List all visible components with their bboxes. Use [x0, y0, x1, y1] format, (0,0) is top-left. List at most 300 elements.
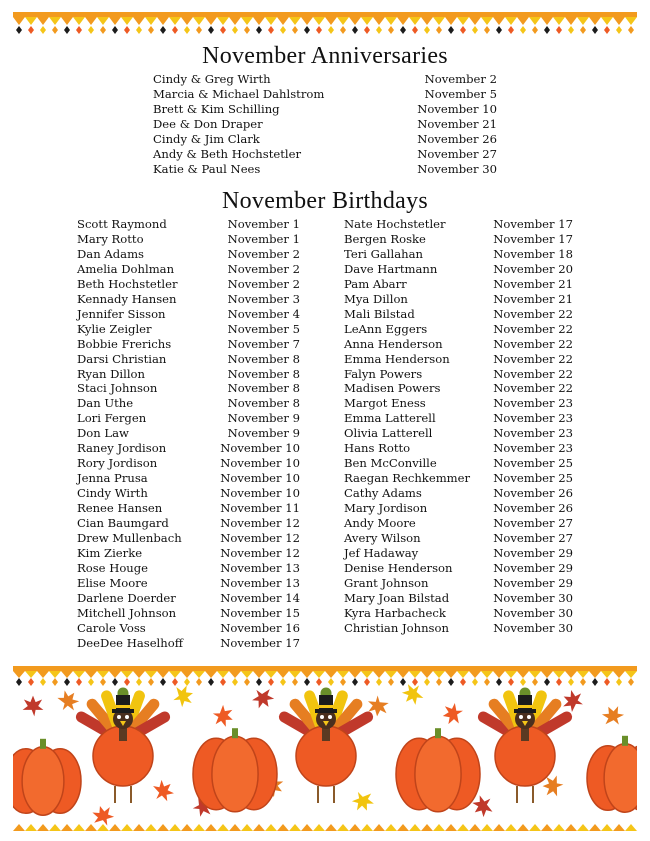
banner-diamond	[496, 26, 502, 34]
banner-diamond	[220, 26, 226, 34]
banner-triangle	[109, 17, 121, 25]
banner-diamond	[616, 26, 622, 34]
banner-triangle	[529, 17, 541, 25]
footer-bottom-triangle	[553, 824, 565, 831]
banner-triangle	[229, 17, 241, 25]
date-label: November 17	[493, 217, 573, 231]
footer-bottom-triangle	[601, 824, 613, 831]
footer-bottom-triangle	[421, 824, 433, 831]
banner-triangle	[157, 17, 169, 25]
banner-diamond	[304, 26, 310, 34]
footer-bottom-triangle	[445, 824, 457, 831]
list-item	[153, 102, 497, 117]
date-label: November 22	[493, 336, 573, 351]
footer-diamond	[388, 678, 394, 686]
banner-diamond	[412, 26, 418, 34]
banner-triangle	[301, 17, 313, 25]
banner-triangle	[565, 17, 577, 25]
footer-bottom-triangle	[517, 824, 529, 831]
banner-diamond	[532, 26, 538, 34]
banner-triangle	[121, 17, 133, 25]
footer-diamond	[532, 678, 538, 686]
footer-triangle	[601, 671, 613, 678]
list-item	[344, 396, 573, 411]
person-name: Hans Rotto	[344, 441, 411, 456]
footer-bottom-triangle	[73, 824, 85, 831]
person-name: Drew Mullenbach	[77, 530, 182, 545]
banner-diamond	[340, 26, 346, 34]
date-label: November 25	[493, 471, 573, 486]
person-name: Dave Hartmann	[344, 261, 438, 276]
person-name: Teri Gallahan	[344, 246, 423, 261]
person-name: Cindy Wirth	[77, 486, 148, 501]
date-label: November 10	[220, 441, 300, 456]
footer-diamond	[352, 678, 358, 686]
date-label: November 10	[220, 486, 300, 501]
banner-triangle	[217, 17, 229, 25]
footer-triangle	[205, 671, 217, 678]
footer-bottom-triangle	[181, 824, 193, 831]
banner-diamond	[280, 26, 286, 34]
date-label: November 30	[417, 161, 497, 176]
footer-diamond	[508, 678, 514, 686]
list-item	[77, 352, 300, 367]
footer-triangle	[145, 671, 157, 678]
footer-triangle	[97, 671, 109, 678]
list-item	[344, 456, 573, 471]
date-label: November 22	[493, 321, 573, 336]
list-item	[344, 471, 573, 486]
list-item	[77, 456, 300, 471]
person-name: Darlene Doerder	[77, 590, 176, 605]
banner-triangle	[613, 17, 625, 25]
list-item	[77, 561, 300, 576]
banner-triangle	[181, 17, 193, 25]
person-name: Nate Hochstetler	[344, 217, 446, 231]
footer-diamond	[268, 678, 274, 686]
banner-diamond	[184, 26, 190, 34]
date-label: November 26	[493, 501, 573, 516]
footer-diamond	[472, 678, 478, 686]
footer-diamond	[292, 678, 298, 686]
banner-diamond	[556, 26, 562, 34]
date-label: November 12	[220, 530, 300, 545]
list-item	[153, 147, 497, 162]
footer-triangle	[613, 671, 625, 678]
date-label: November 21	[417, 116, 497, 131]
person-name: Elise Moore	[77, 575, 148, 590]
footer-triangle	[625, 671, 637, 678]
date-label: November 2	[227, 261, 300, 276]
list-item	[77, 516, 300, 531]
footer-triangle	[49, 671, 61, 678]
date-label: November 21	[493, 291, 573, 306]
thanksgiving-footer-illustration	[13, 666, 637, 831]
footer-diamond	[412, 678, 418, 686]
footer-triangle	[409, 671, 421, 678]
date-label: November 9	[227, 426, 300, 441]
date-label: November 3	[227, 291, 300, 306]
leaf-icon	[53, 686, 82, 715]
footer-triangle	[25, 671, 37, 678]
footer-diamond	[436, 678, 442, 686]
person-name: Kyra Harbacheck	[344, 605, 446, 620]
turkey-icon	[284, 693, 367, 803]
banner-triangle	[373, 17, 385, 25]
date-label: November 30	[493, 605, 573, 620]
footer-diamond	[256, 678, 262, 686]
person-name: Cindy & Greg Wirth	[153, 72, 271, 86]
banner-triangle	[625, 17, 637, 25]
date-label: November 7	[227, 336, 300, 351]
footer-diamond	[496, 678, 502, 686]
birthdays-title: November Birthdays	[221, 188, 429, 214]
date-label: November 8	[227, 366, 300, 381]
date-label: November 17	[493, 231, 573, 246]
banner-triangle	[469, 17, 481, 25]
list-item	[77, 636, 300, 651]
banner-diamond	[100, 26, 106, 34]
footer-bottom-triangle	[229, 824, 241, 831]
banner-diamond	[268, 26, 274, 34]
leaf-icon	[148, 776, 177, 805]
list-item	[344, 381, 573, 396]
banner-triangle	[253, 17, 265, 25]
banner-triangle	[265, 17, 277, 25]
footer-bottom-triangle	[241, 824, 253, 831]
date-label: November 8	[227, 381, 300, 396]
person-name: Raney Jordison	[77, 441, 167, 456]
banner-triangle	[505, 17, 517, 25]
footer-diamond	[16, 678, 22, 686]
footer-bottom-triangle	[589, 824, 601, 831]
footer-diamond	[400, 678, 406, 686]
banner-diamond	[628, 26, 634, 34]
footer-triangle	[61, 671, 73, 678]
footer-bottom-triangle	[61, 824, 73, 831]
list-item	[344, 367, 573, 382]
person-name: Bobbie Frerichs	[77, 336, 172, 351]
footer-diamond	[580, 678, 586, 686]
person-name: Katie & Paul Nees	[153, 161, 261, 176]
person-name: Marcia & Michael Dahlstrom	[153, 86, 325, 101]
leaf-icon	[599, 702, 627, 730]
person-name: Amelia Dohlman	[77, 261, 175, 276]
date-label: November 10	[220, 456, 300, 471]
banner-triangle	[409, 17, 421, 25]
list-item	[77, 471, 300, 486]
footer-triangle	[589, 671, 601, 678]
leaf-icon	[23, 696, 44, 717]
list-item	[77, 591, 300, 606]
banner-diamond	[580, 26, 586, 34]
date-label: November 25	[493, 456, 573, 471]
footer-triangle	[433, 671, 445, 678]
person-name: Jennifer Sisson	[77, 306, 166, 321]
person-name: Beth Hochstetler	[77, 276, 178, 291]
list-item	[77, 606, 300, 621]
banner-triangle	[25, 17, 37, 25]
footer-diamond	[28, 678, 34, 686]
pumpkin-icon	[13, 739, 81, 815]
banner-triangle	[541, 17, 553, 25]
date-label: November 10	[220, 471, 300, 486]
banner-diamond	[244, 26, 250, 34]
list-item	[344, 426, 573, 441]
person-name: Don Law	[77, 426, 129, 441]
footer-triangle	[529, 671, 541, 678]
banner-triangle	[553, 17, 565, 25]
list-item	[77, 337, 300, 352]
footer-diamond	[112, 678, 118, 686]
person-name: Jenna Prusa	[77, 471, 148, 486]
list-item	[153, 87, 497, 102]
banner-diamond	[328, 26, 334, 34]
footer-triangle	[217, 671, 229, 678]
person-name: Bergen Roske	[344, 231, 426, 246]
date-label: November 30	[493, 620, 573, 635]
banner-diamond	[604, 26, 610, 34]
list-item	[77, 501, 300, 516]
person-name: Anna Henderson	[344, 336, 443, 351]
person-name: Andy & Beth Hochstetler	[153, 146, 301, 161]
banner-diamond	[364, 26, 370, 34]
footer-bottom-triangle	[109, 824, 121, 831]
banner-diamond	[16, 26, 22, 34]
footer-triangle	[469, 671, 481, 678]
footer-bottom-triangle	[361, 824, 373, 831]
footer-triangle	[505, 671, 517, 678]
banner-diamond	[352, 26, 358, 34]
person-name: Pam Abarr	[344, 276, 407, 291]
person-name: Cian Baumgard	[77, 516, 169, 530]
footer-bottom-triangle	[217, 824, 229, 831]
leaf-icon	[441, 702, 465, 726]
banner-triangle	[457, 17, 469, 25]
date-label: November 22	[493, 306, 573, 321]
footer-bottom-triangle	[625, 824, 637, 831]
list-item	[344, 441, 573, 456]
banner-triangle	[13, 17, 25, 25]
footer-bottom-triangle	[529, 824, 541, 831]
date-label: November 4	[227, 306, 300, 321]
footer-bottom-triangle	[121, 824, 133, 831]
person-name: Mali Bilstad	[344, 306, 415, 321]
footer-diamond	[460, 678, 466, 686]
footer-triangle	[13, 671, 25, 678]
footer-triangle	[181, 671, 193, 678]
footer-diamond	[364, 678, 370, 686]
footer-bottom-triangle	[349, 824, 361, 831]
footer-diamond	[172, 678, 178, 686]
top-decorative-border	[13, 12, 637, 36]
footer-bottom-triangle	[481, 824, 493, 831]
person-name: Ryan Dillon	[77, 366, 146, 381]
banner-triangle	[133, 17, 145, 25]
person-name: Kennady Hansen	[77, 291, 177, 306]
footer-bottom-triangle	[457, 824, 469, 831]
footer-bottom-triangle	[313, 824, 325, 831]
footer-triangle	[301, 671, 313, 678]
list-item	[344, 217, 573, 232]
banner-diamond	[40, 26, 46, 34]
footer-bottom-triangle	[169, 824, 181, 831]
banner-diamond	[292, 26, 298, 34]
footer-diamond	[136, 678, 142, 686]
banner-triangle	[385, 17, 397, 25]
list-item	[77, 576, 300, 591]
date-label: November 29	[493, 575, 573, 590]
banner-diamond	[544, 26, 550, 34]
list-item	[344, 292, 573, 307]
person-name: Denise Henderson	[344, 560, 453, 575]
date-label: November 20	[493, 261, 573, 276]
person-name: Kim Zierke	[77, 545, 143, 560]
person-name: Mya Dillon	[344, 291, 408, 306]
date-label: November 29	[493, 560, 573, 575]
banner-triangle	[421, 17, 433, 25]
footer-diamond	[616, 678, 622, 686]
date-label: November 2	[227, 246, 300, 261]
person-name: Mitchell Johnson	[77, 605, 177, 620]
footer-diamond	[88, 678, 94, 686]
person-name: Scott Raymond	[77, 217, 167, 231]
footer-diamond	[124, 678, 130, 686]
footer-triangle	[133, 671, 145, 678]
footer-triangle	[493, 671, 505, 678]
list-item	[77, 621, 300, 636]
date-label: November 9	[227, 411, 300, 426]
leaf-icon	[210, 703, 237, 730]
footer-diamond	[100, 678, 106, 686]
banner-diamond	[64, 26, 70, 34]
footer-triangle	[169, 671, 181, 678]
footer-diamond	[208, 678, 214, 686]
list-item	[77, 217, 300, 232]
date-label: November 2	[424, 72, 497, 86]
list-item	[77, 367, 300, 382]
person-name: LeAnn Eggers	[344, 321, 428, 336]
banner-diamond	[520, 26, 526, 34]
person-name: DeeDee Haselhoff	[77, 635, 183, 650]
banner-diamond	[376, 26, 382, 34]
person-name: Christian Johnson	[344, 620, 449, 635]
footer-bottom-triangle	[301, 824, 313, 831]
banner-diamond	[256, 26, 262, 34]
list-item	[344, 411, 573, 426]
footer-diamond	[604, 678, 610, 686]
pumpkin-icon	[396, 728, 480, 812]
footer-triangle	[73, 671, 85, 678]
banner-triangle	[325, 17, 337, 25]
list-item	[77, 247, 300, 262]
banner-diamond	[76, 26, 82, 34]
footer-triangle	[241, 671, 253, 678]
list-item	[344, 337, 573, 352]
date-label: November 12	[220, 545, 300, 560]
banner-diamond	[136, 26, 142, 34]
banner-triangle	[337, 17, 349, 25]
date-label: November 21	[493, 276, 573, 291]
person-name: Mary Rotto	[77, 231, 144, 246]
footer-bottom-triangle	[325, 824, 337, 831]
banner-triangle	[49, 17, 61, 25]
date-label: November 22	[493, 381, 573, 396]
footer-bottom-triangle	[253, 824, 265, 831]
banner-triangle	[313, 17, 325, 25]
footer-triangle	[157, 671, 169, 678]
list-item	[77, 426, 300, 441]
banner-triangle	[481, 17, 493, 25]
footer-triangle	[229, 671, 241, 678]
footer-bottom-triangle	[409, 824, 421, 831]
footer-diamond	[148, 678, 154, 686]
list-item	[344, 591, 573, 606]
footer-diamond	[160, 678, 166, 686]
footer-bottom-triangle	[373, 824, 385, 831]
list-item	[344, 606, 573, 621]
person-name: Madisen Powers	[344, 381, 441, 396]
banner-triangle	[493, 17, 505, 25]
footer-bottom-triangle	[613, 824, 625, 831]
list-item	[77, 232, 300, 247]
date-label: November 8	[227, 351, 300, 366]
banner-diamond	[508, 26, 514, 34]
footer-bottom-triangle	[193, 824, 205, 831]
footer-bottom-triangle	[133, 824, 145, 831]
person-name: Ben McConville	[344, 456, 437, 471]
footer-bottom-triangle	[49, 824, 61, 831]
banner-triangle	[169, 17, 181, 25]
banner-diamond	[388, 26, 394, 34]
list-item	[344, 307, 573, 322]
date-label: November 23	[493, 441, 573, 456]
date-label: November 13	[220, 560, 300, 575]
footer-diamond	[64, 678, 70, 686]
banner-triangle	[577, 17, 589, 25]
footer-bottom-triangle	[13, 824, 25, 831]
footer-triangle	[373, 671, 385, 678]
banner-triangle	[37, 17, 49, 25]
footer-bottom-triangle	[493, 824, 505, 831]
footer-diamond	[520, 678, 526, 686]
footer-triangle	[193, 671, 205, 678]
banner-triangle	[145, 17, 157, 25]
list-item	[77, 396, 300, 411]
person-name: Mary Joan Bilstad	[344, 590, 450, 605]
footer-triangle	[325, 671, 337, 678]
person-name: Andy Moore	[344, 516, 416, 530]
person-name: Kylie Zeigler	[77, 321, 152, 336]
list-item	[344, 232, 573, 247]
footer-diamond	[196, 678, 202, 686]
date-label: November 22	[493, 366, 573, 381]
footer-diamond	[184, 678, 190, 686]
person-name: Olivia Latterell	[344, 426, 433, 441]
banner-triangle	[193, 17, 205, 25]
person-name: Rory Jordison	[77, 456, 158, 471]
banner-diamond	[52, 26, 58, 34]
footer-bottom-triangle	[289, 824, 301, 831]
date-label: November 16	[220, 620, 300, 635]
date-label: November 29	[493, 545, 573, 560]
footer-bottom-triangle	[37, 824, 49, 831]
date-label: November 23	[493, 426, 573, 441]
list-item	[344, 247, 573, 262]
footer-diamond	[424, 678, 430, 686]
footer-bottom-triangle	[541, 824, 553, 831]
list-item	[153, 72, 497, 87]
